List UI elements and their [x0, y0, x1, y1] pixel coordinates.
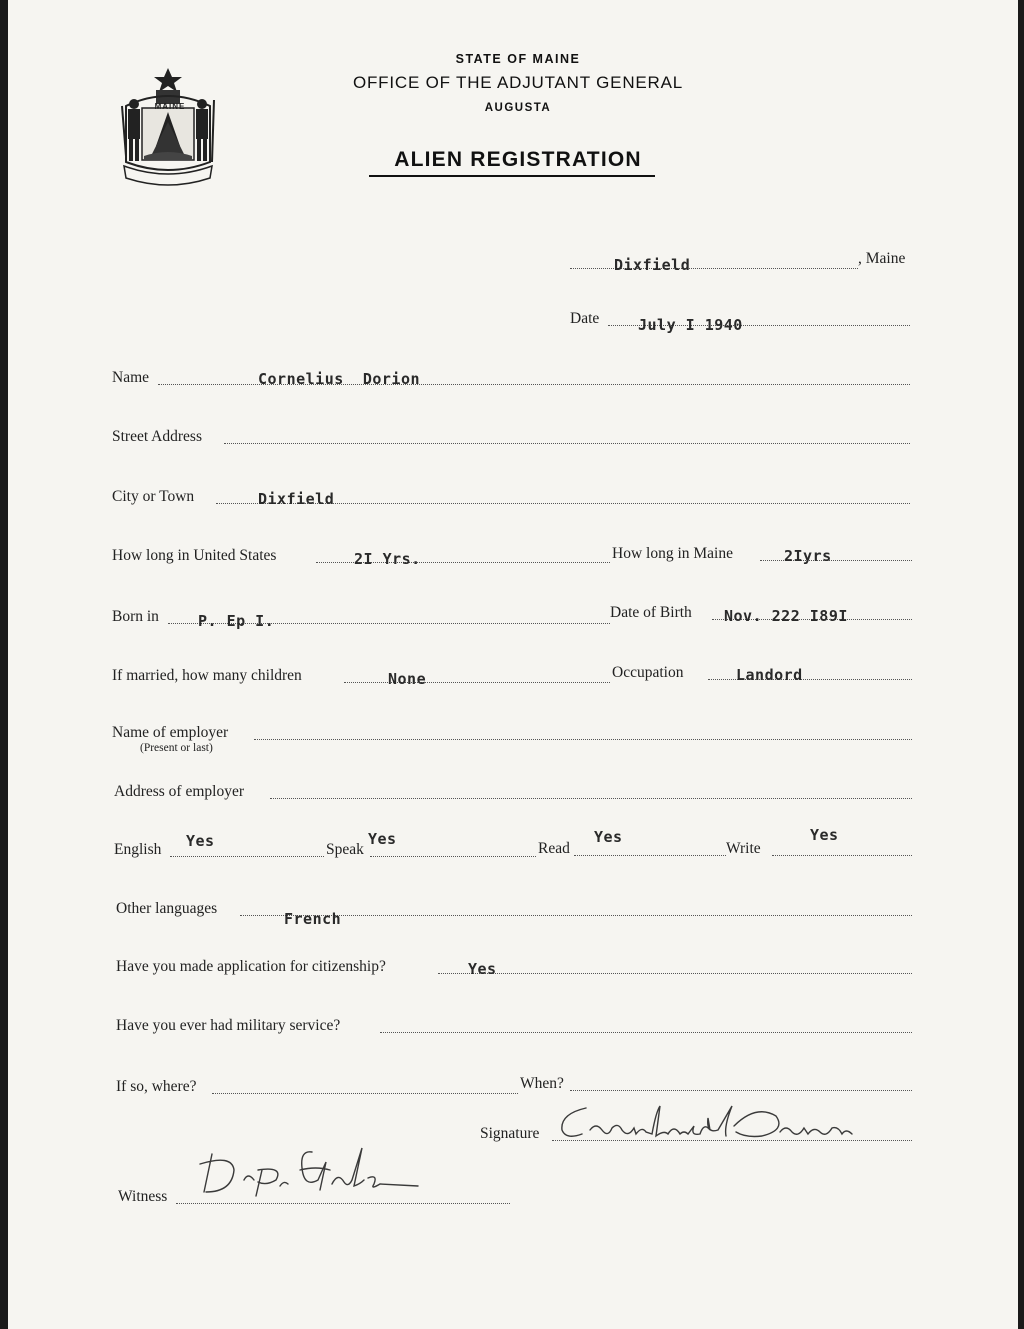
place-value: Dixfield: [614, 256, 691, 274]
write-label: Write: [726, 840, 761, 857]
speak-line: [370, 856, 536, 857]
citizenship-line: [438, 973, 912, 974]
title-underline: [369, 175, 655, 177]
street-address-label: Street Address: [112, 428, 202, 445]
name-label: Name: [112, 369, 150, 386]
english-value: Yes: [186, 832, 215, 850]
read-label: Read: [538, 840, 570, 857]
employer-address-line: [270, 798, 912, 799]
employer-name-label: Name of employer: [112, 724, 229, 741]
city-heading: AUGUSTA: [484, 102, 552, 114]
signature-handwriting: [556, 1100, 856, 1146]
form-sheet: [8, 0, 1018, 1329]
military-line: [380, 1032, 912, 1033]
how-long-maine-line: [760, 560, 912, 561]
office-heading: OFFICE OF THE ADJUTANT GENERAL: [352, 73, 684, 92]
occupation-label: Occupation: [612, 664, 684, 681]
occupation-value: Landord: [736, 666, 803, 684]
how-long-us-value: 2I Yrs.: [354, 550, 421, 568]
signature-label: Signature: [480, 1125, 540, 1142]
speak-value: Yes: [368, 830, 397, 848]
citizenship-label: Have you made application for citizenship?: [116, 958, 386, 975]
date-value: July I 1940: [638, 316, 743, 334]
date-label: Date: [570, 310, 600, 327]
seal-ribbon-text: MAINE: [154, 102, 186, 111]
employer-name-line: [254, 739, 912, 740]
street-address-line: [224, 443, 910, 444]
children-label: If married, how many children: [112, 667, 302, 684]
employer-address-label: Address of employer: [114, 783, 244, 800]
how-long-maine-value: 2Iyrs: [784, 547, 832, 565]
other-languages-label: Other languages: [116, 900, 218, 917]
how-long-maine-label: How long in Maine: [612, 545, 733, 562]
english-line: [170, 856, 324, 857]
other-languages-value: French: [284, 910, 342, 928]
maine-suffix: , Maine: [858, 250, 906, 267]
employer-name-sublabel: (Present or last): [140, 742, 213, 754]
city-value: Dixfield: [258, 490, 335, 508]
maine-seal-emblem: [112, 66, 224, 192]
where-label: If so, where?: [116, 1078, 197, 1095]
children-value: None: [388, 670, 427, 688]
born-in-value: P. Ep I.: [198, 612, 275, 630]
read-value: Yes: [594, 828, 623, 846]
witness-handwriting: [192, 1140, 422, 1202]
read-line: [574, 855, 726, 856]
state-heading: STATE OF MAINE: [455, 52, 581, 66]
form-title: ALIEN REGISTRATION: [394, 148, 642, 171]
write-value: Yes: [810, 826, 839, 844]
when-label: When?: [520, 1075, 564, 1092]
city-label: City or Town: [112, 488, 195, 505]
date-of-birth-value: Nov. 222 I89I: [724, 607, 848, 625]
where-line: [212, 1093, 518, 1094]
witness-label: Witness: [118, 1188, 168, 1205]
children-line: [344, 682, 610, 683]
english-label: English: [114, 841, 162, 858]
speak-label: Speak: [326, 841, 364, 858]
name-value: Cornelius Dorion: [258, 370, 421, 388]
date-of-birth-label: Date of Birth: [610, 604, 692, 621]
military-label: Have you ever had military service?: [116, 1017, 341, 1034]
witness-line: [176, 1203, 510, 1204]
born-in-label: Born in: [112, 608, 159, 625]
citizenship-value: Yes: [468, 960, 497, 978]
how-long-us-label: How long in United States: [112, 547, 277, 564]
when-line: [570, 1090, 912, 1091]
write-line: [772, 855, 912, 856]
